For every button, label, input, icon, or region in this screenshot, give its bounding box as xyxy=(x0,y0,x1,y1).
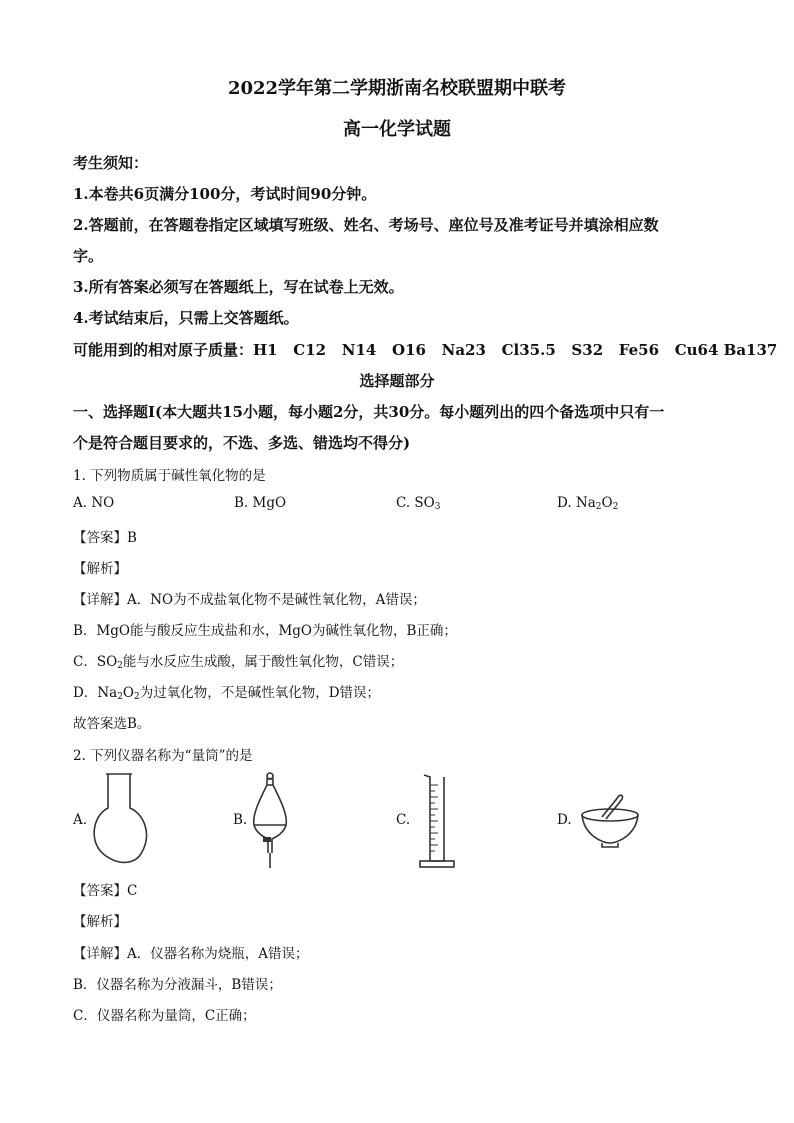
q1-stem: 1. 下列物质属于碱性氧化物的是 xyxy=(73,468,266,484)
q1-detail-b: B．MgO能与酸反应生成盐和水，MgO为碱性氧化物，B正确； xyxy=(73,623,457,639)
graduated-cylinder-icon xyxy=(416,773,456,869)
exam-subtitle: 高一化学试题 xyxy=(343,119,451,140)
separatory-funnel-icon xyxy=(250,771,290,871)
q2-detail-b: B．仪器名称为分液漏斗，B错误； xyxy=(73,977,282,993)
section-instruction-1: 一、选择题I(本大题共15小题，每小题2分，共30分。每小题列出的四个备选项中只有一 xyxy=(73,403,665,421)
q1-detail-c: C．$SO_2$能与水反应生成酸，属于酸性氧化物，C错误； xyxy=(73,654,404,671)
q2-label-b: B. xyxy=(233,812,248,828)
q1-option-a: A. NO xyxy=(73,495,115,511)
exam-title: 2022学年第二学期浙南名校联盟期中联考 xyxy=(227,78,567,99)
q2-label-a: A. xyxy=(73,812,88,828)
q1-detail-d: D．$Na_2O_2$为过氧化物，不是碱性氧化物，D错误； xyxy=(73,685,381,702)
mortar-pestle-icon xyxy=(580,793,640,849)
notice-item-1: 1.本卷共6页满分100分，考试时间90分钟。 xyxy=(73,185,377,203)
notice-item-3: 3.所有答案必须写在答题纸上，写在试卷上无效。 xyxy=(73,278,404,296)
section-instruction-2: 个是符合题目要求的，不选、多选、错选均不得分) xyxy=(73,434,411,452)
round-flask-icon xyxy=(90,772,150,868)
q2-label-d: D. xyxy=(557,812,572,828)
q2-answer: 【答案】C xyxy=(73,883,138,899)
q2-detail-a: 【详解】A．仪器名称为烧瓶，A错误； xyxy=(73,946,309,962)
q2-analysis-label: 【解析】 xyxy=(73,914,127,930)
notice-item-4: 4.考试结束后，只需上交答题纸。 xyxy=(73,309,299,327)
section-title: 选择题部分 xyxy=(359,372,435,390)
q1-option-c: C. $SO_3$ xyxy=(396,495,441,512)
q1-detail-a: 【详解】A．NO为不成盐氧化物不是碱性氧化物，A错误； xyxy=(73,592,426,608)
q2-detail-c: C．仪器名称为量筒，C正确； xyxy=(73,1008,256,1024)
q2-label-c: C. xyxy=(396,812,411,828)
q1-answer: 【答案】B xyxy=(73,530,137,546)
q1-conclusion: 故答案选B。 xyxy=(73,716,151,732)
q1-option-d: D. $Na_2O_2$ xyxy=(557,495,619,512)
notice-item-2-cont: 字。 xyxy=(73,247,104,265)
atomic-masses: 可能用到的相对原子质量：H1 C12 N14 O16 Na23 Cl35.5 S32 Fe56 Cu64 Ba137 xyxy=(73,341,778,359)
notice-heading: 考生须知： xyxy=(73,154,149,172)
q1-analysis-label: 【解析】 xyxy=(73,561,127,577)
q2-stem: 2. 下列仪器名称为“量筒”的是 xyxy=(73,748,253,764)
notice-item-2: 2.答题前，在答题卷指定区域填写班级、姓名、考场号、座位号及准考证号并填涂相应数 xyxy=(73,216,659,234)
q1-option-b: B. MgO xyxy=(234,495,287,511)
